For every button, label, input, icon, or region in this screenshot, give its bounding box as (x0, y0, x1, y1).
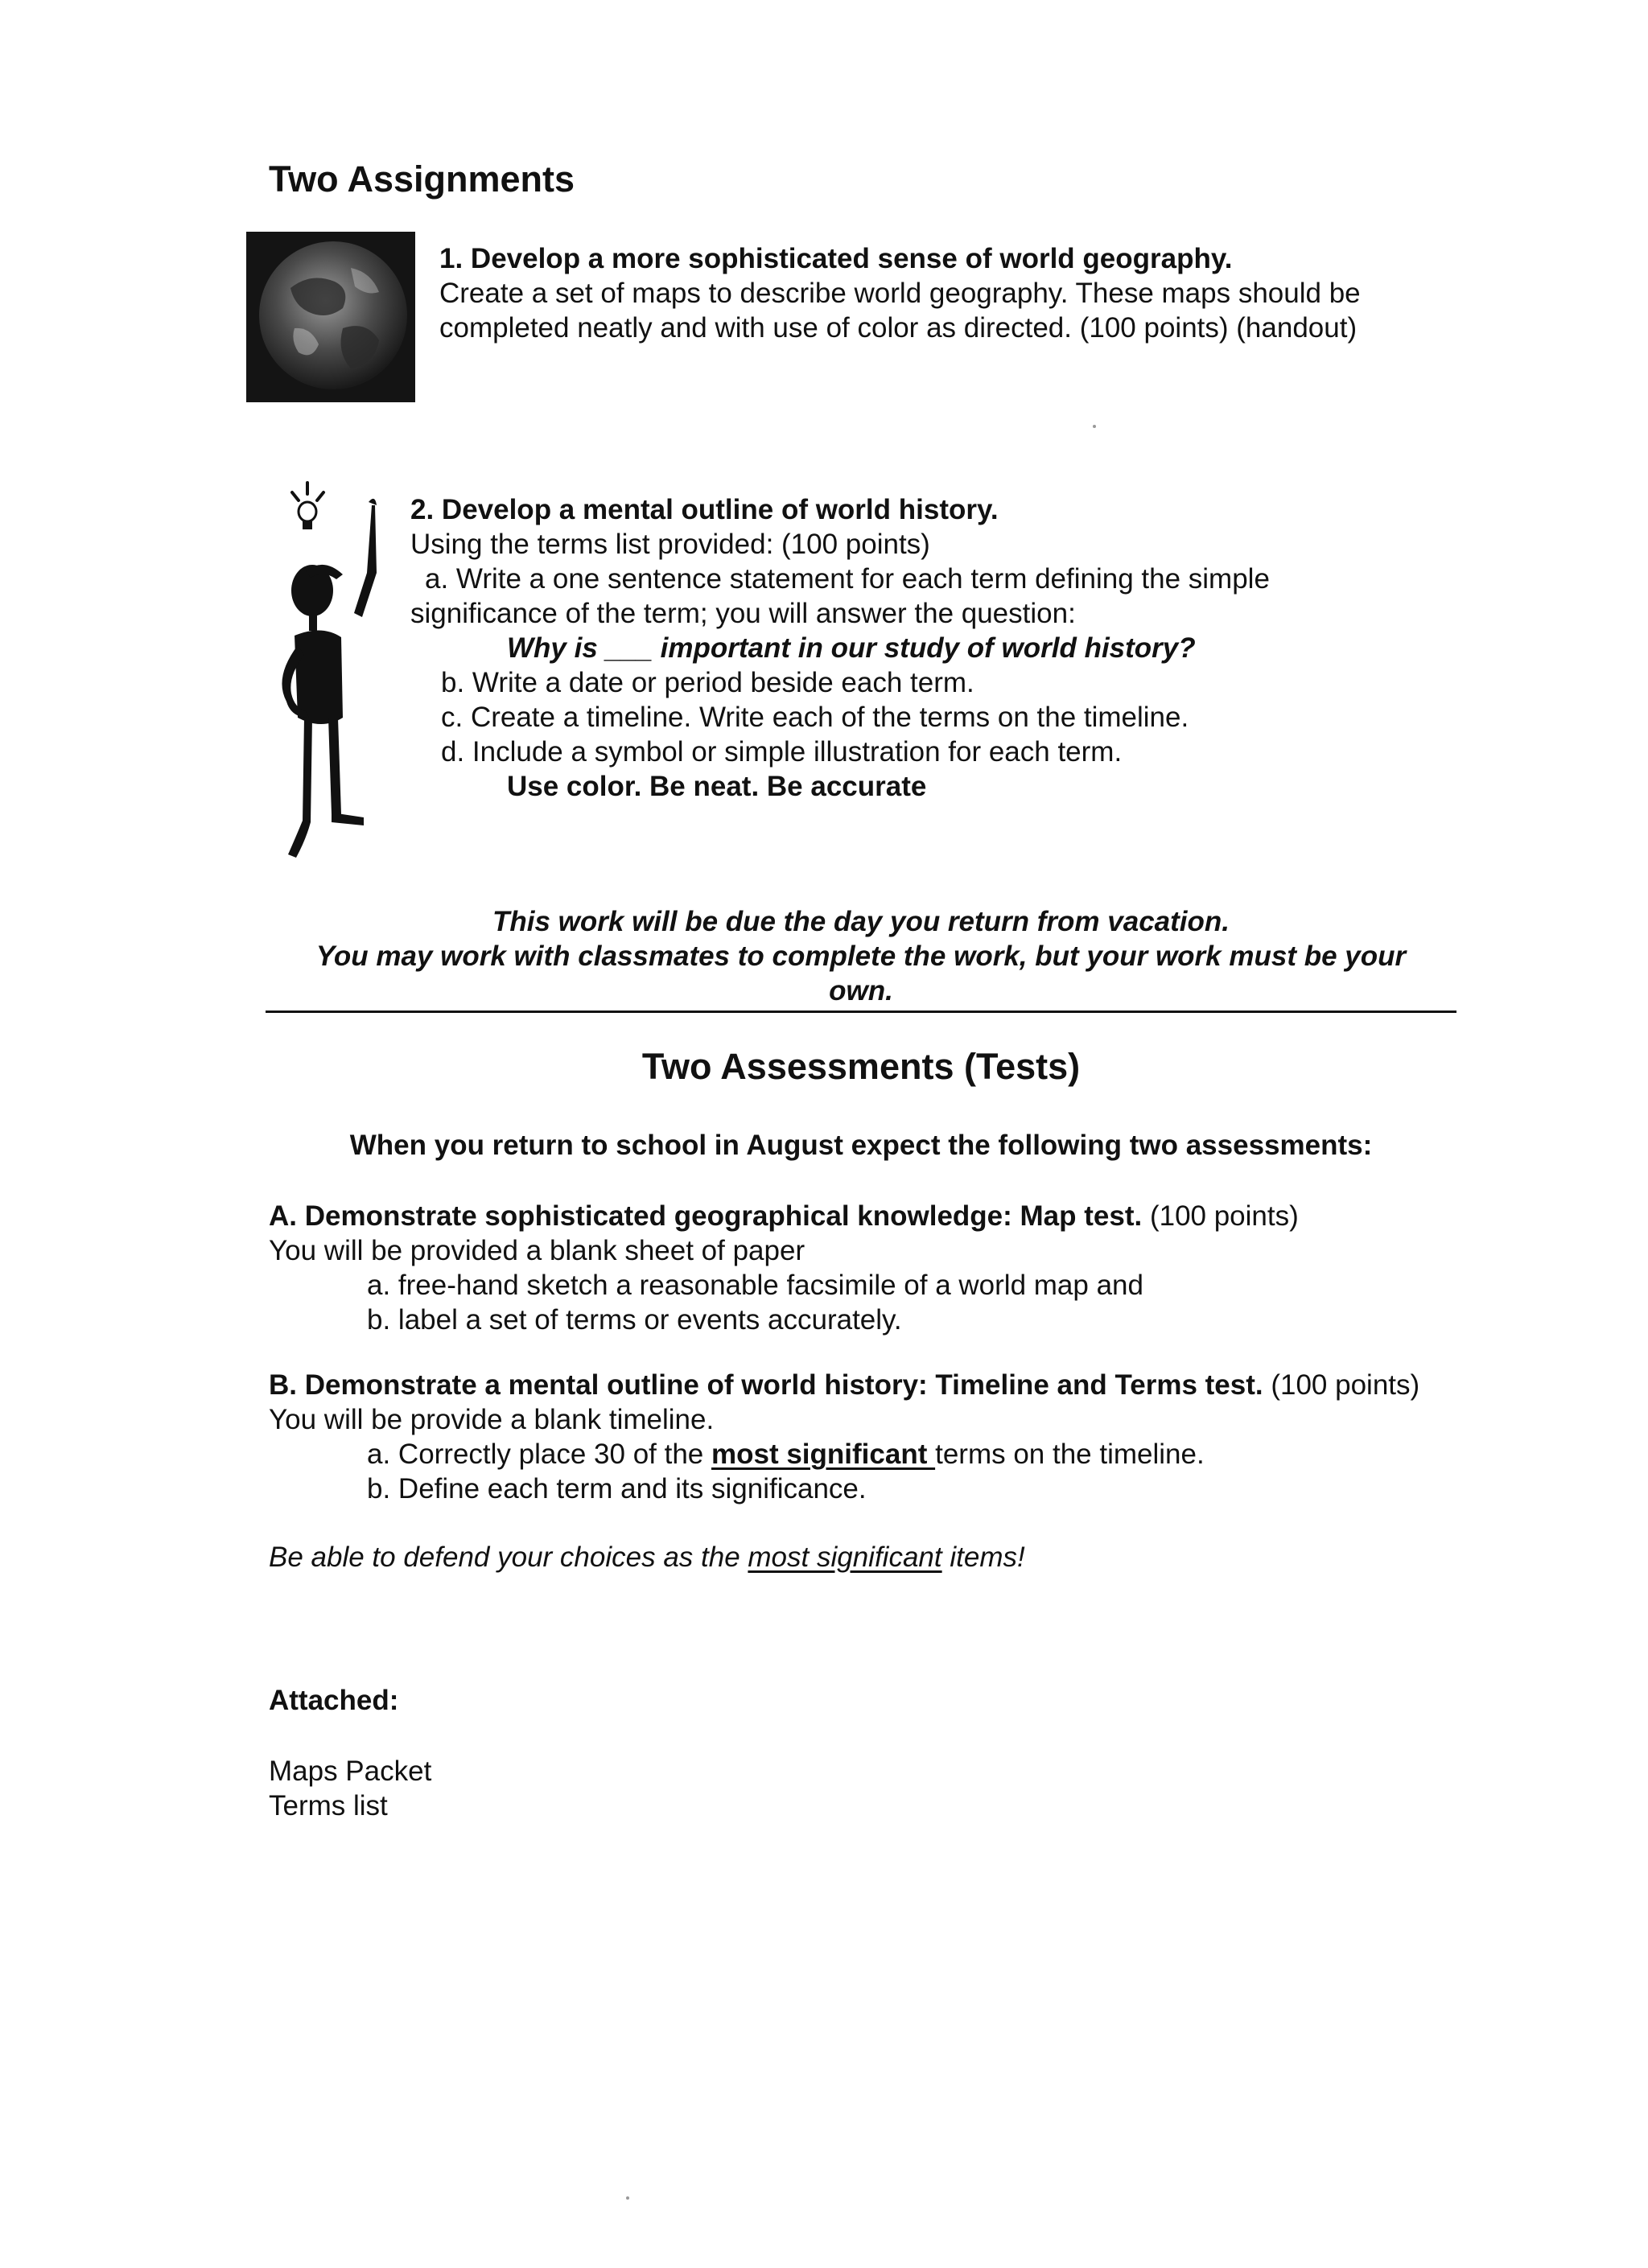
assessment-b-a-suffix: terms on the timeline. (935, 1439, 1205, 1470)
assessment-a-title (269, 1199, 1299, 1233)
assessment-b-title-text: B. Demonstrate a mental outline of world history: Timeline and Terms test. (269, 1369, 1263, 1401)
item1-line1: Create a set of maps to describe world geography. These maps should be (439, 278, 1361, 309)
item2-a-line2: significance of the term; you will answer the question: (410, 598, 1076, 629)
question-prefix: Why is (507, 632, 606, 664)
item1-line2: completed neatly and with use of color as directed. (100 points) (handout) (439, 312, 1358, 344)
assessment-b-line1: You will be provide a blank timeline. (269, 1404, 715, 1435)
assessment-b-a-prefix: a. Correctly place 30 of the (367, 1439, 711, 1470)
assessment-b-a (367, 1437, 1205, 1472)
item2-a-line1: a. Write a one sentence statement for each term defining the simple (425, 563, 1270, 595)
assessments-heading: Two Assessments (Tests) (641, 1046, 1081, 1087)
due-line-2: You may work with classmates to complete the work, but your work must be your (315, 941, 1407, 972)
item2-c: c. Create a timeline. Write each of the terms on the timeline. (441, 702, 1189, 733)
defend-note (269, 1540, 1025, 1574)
scan-speck (626, 2196, 629, 2200)
attached-item-1: Maps Packet (269, 1756, 432, 1787)
section-divider (266, 1011, 1456, 1013)
globe-image (246, 232, 415, 402)
assessment-a-title-text: A. Demonstrate sophisticated geographical knowledge: Map test. (269, 1200, 1143, 1232)
assessment-a-line1: You will be provided a blank sheet of paper (269, 1235, 805, 1266)
assessment-b-b: b. Define each term and its significance. (367, 1473, 867, 1504)
item2-emphasis: Use color. Be neat. Be accurate (507, 771, 927, 802)
item2-b: b. Write a date or period beside each term. (441, 667, 974, 698)
attached-item-2: Terms list (269, 1790, 388, 1821)
item1-title: 1. Develop a more sophisticated sense of world geography. (439, 243, 1233, 274)
assessment-b-title (269, 1368, 1419, 1402)
item2-line1: Using the terms list provided: (100 points) (410, 529, 930, 560)
assessment-b-a-emphasis: most significant (711, 1439, 936, 1470)
assessment-a-a: a. free-hand sketch a reasonable facsimile of a world map and (367, 1270, 1143, 1301)
defend-prefix: Be able to defend your choices as the (269, 1541, 748, 1573)
assignments-heading: Two Assignments (269, 158, 575, 200)
defend-suffix: items! (941, 1541, 1025, 1573)
defend-emphasis: most significant (748, 1541, 942, 1573)
assessment-a-b: b. label a set of terms or events accurately. (367, 1304, 902, 1336)
stick-figure-icon (274, 476, 394, 862)
due-line-1: This work will be due the day you return from vacation. (492, 906, 1230, 937)
assessment-a-points: (100 points) (1142, 1200, 1299, 1232)
due-line-3: own. (829, 975, 893, 1006)
assessment-b-points: (100 points) (1263, 1369, 1420, 1401)
item2-question (507, 631, 1196, 665)
attached-heading: Attached: (269, 1685, 399, 1716)
assessments-intro: When you return to school in August expect the following two assessments: (349, 1130, 1373, 1161)
question-suffix: important in our study of world history? (652, 632, 1196, 664)
question-blank: ___ (605, 632, 653, 664)
item2-title: 2. Develop a mental outline of world history. (410, 494, 999, 525)
item2-d: d. Include a symbol or simple illustration for each term. (441, 736, 1123, 768)
scan-speck (1093, 425, 1096, 428)
